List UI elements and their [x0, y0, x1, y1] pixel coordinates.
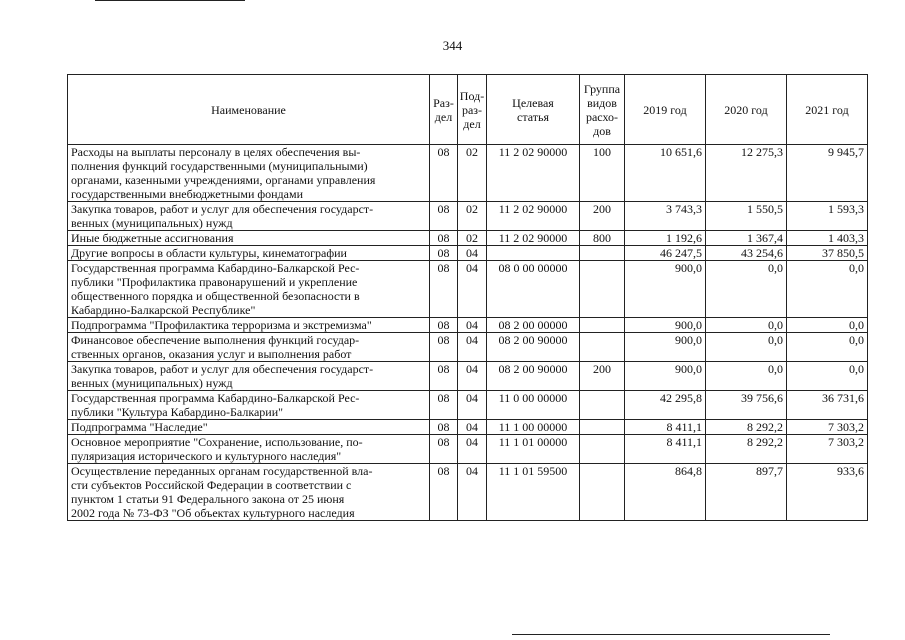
cell-name: Подпрограмма "Профилактика терроризма и экстремизма" — [68, 318, 430, 333]
cell-name: Подпрограмма "Наследие" — [68, 420, 430, 435]
cell-name: Государственная программа Кабардино-Балкарской Рес- публики "Профилактика правонарушений и укрепление общественного порядка и общественной безопасности в Кабардино-Балкарской Республике" — [68, 261, 430, 318]
header-2020: 2020 год — [706, 75, 787, 145]
cell-group — [580, 391, 625, 420]
cell-2019: 864,8 — [625, 464, 706, 521]
header-2019: 2019 год — [625, 75, 706, 145]
cell-2021: 933,6 — [787, 464, 868, 521]
cell-podrazdel: 04 — [458, 246, 487, 261]
cell-2019: 1 192,6 — [625, 231, 706, 246]
cell-2019: 8 411,1 — [625, 420, 706, 435]
cell-2021: 37 850,5 — [787, 246, 868, 261]
cell-group — [580, 435, 625, 464]
cell-podrazdel: 02 — [458, 202, 487, 231]
cell-target: 11 2 02 90000 — [487, 231, 580, 246]
table-row — [68, 362, 868, 391]
header-target: Целевая статья — [487, 75, 580, 145]
cell-razdel: 08 — [430, 261, 458, 318]
cell-2019: 900,0 — [625, 362, 706, 391]
cell-razdel: 08 — [430, 435, 458, 464]
cell-name: Государственная программа Кабардино-Балкарской Рес- публики "Культура Кабардино-Балкарии" — [68, 391, 430, 420]
cell-name: Финансовое обеспечение выполнения функций государ- ственных органов, оказания услуг и выполнения работ — [68, 333, 430, 362]
cell-podrazdel: 04 — [458, 464, 487, 521]
table-row — [68, 145, 868, 202]
cell-razdel: 08 — [430, 362, 458, 391]
cell-target: 08 2 00 00000 — [487, 318, 580, 333]
cell-2020: 0,0 — [706, 362, 787, 391]
table-body — [68, 145, 868, 521]
cell-target: 08 2 00 90000 — [487, 362, 580, 391]
header-2021: 2021 год — [787, 75, 868, 145]
cell-podrazdel: 04 — [458, 362, 487, 391]
cell-2020: 0,0 — [706, 261, 787, 318]
cell-group — [580, 261, 625, 318]
cell-2020: 43 254,6 — [706, 246, 787, 261]
table-row — [68, 391, 868, 420]
top-divider — [95, 0, 245, 1]
cell-name: Осуществление переданных органам государственной вла- сти субъектов Российской Федерации в соответствии с пунктом 1 статьи 91 Федерального закона от 25 июня 2002 года № 73-ФЗ "Об объектах культурного наследия — [68, 464, 430, 521]
cell-2020: 12 275,3 — [706, 145, 787, 202]
cell-2021: 0,0 — [787, 318, 868, 333]
cell-2021: 0,0 — [787, 362, 868, 391]
cell-2019: 46 247,5 — [625, 246, 706, 261]
cell-podrazdel: 04 — [458, 420, 487, 435]
cell-razdel: 08 — [430, 145, 458, 202]
cell-group — [580, 318, 625, 333]
cell-target: 08 2 00 90000 — [487, 333, 580, 362]
header-group: Группа видов расхо- дов — [580, 75, 625, 145]
budget-table — [67, 74, 868, 521]
cell-target — [487, 246, 580, 261]
table-row — [68, 246, 868, 261]
cell-name: Основное мероприятие "Сохранение, использование, по- пуляризация исторического и культурного наследия" — [68, 435, 430, 464]
cell-podrazdel: 04 — [458, 391, 487, 420]
header-name: Наименование — [68, 75, 430, 145]
table-row — [68, 420, 868, 435]
cell-group: 800 — [580, 231, 625, 246]
table-row — [68, 231, 868, 246]
cell-group: 100 — [580, 145, 625, 202]
page-number: 344 — [442, 38, 463, 53]
cell-2021: 1 403,3 — [787, 231, 868, 246]
cell-group — [580, 464, 625, 521]
cell-target: 11 2 02 90000 — [487, 145, 580, 202]
cell-2019: 3 743,3 — [625, 202, 706, 231]
table-row — [68, 435, 868, 464]
cell-2021: 0,0 — [787, 261, 868, 318]
cell-name: Иные бюджетные ассигнования — [68, 231, 430, 246]
cell-target: 11 1 01 59500 — [487, 464, 580, 521]
cell-podrazdel: 04 — [458, 333, 487, 362]
cell-group — [580, 333, 625, 362]
table-row — [68, 333, 868, 362]
cell-podrazdel: 02 — [458, 145, 487, 202]
cell-target: 11 2 02 90000 — [487, 202, 580, 231]
cell-2021: 1 593,3 — [787, 202, 868, 231]
table-row — [68, 202, 868, 231]
cell-razdel: 08 — [430, 318, 458, 333]
cell-2021: 0,0 — [787, 333, 868, 362]
table-row — [68, 318, 868, 333]
cell-2021: 9 945,7 — [787, 145, 868, 202]
cell-razdel: 08 — [430, 246, 458, 261]
cell-target: 11 1 00 00000 — [487, 420, 580, 435]
cell-podrazdel: 04 — [458, 318, 487, 333]
cell-razdel: 08 — [430, 464, 458, 521]
cell-razdel: 08 — [430, 231, 458, 246]
cell-2021: 7 303,2 — [787, 435, 868, 464]
cell-2019: 900,0 — [625, 261, 706, 318]
cell-name: Другие вопросы в области культуры, кинематографии — [68, 246, 430, 261]
cell-name: Закупка товаров, работ и услуг для обеспечения государст- венных (муниципальных) нужд — [68, 202, 430, 231]
table-row — [68, 464, 868, 521]
cell-2020: 0,0 — [706, 333, 787, 362]
cell-target: 08 0 00 00000 — [487, 261, 580, 318]
cell-2019: 42 295,8 — [625, 391, 706, 420]
cell-podrazdel: 02 — [458, 231, 487, 246]
cell-2019: 8 411,1 — [625, 435, 706, 464]
cell-2019: 900,0 — [625, 318, 706, 333]
cell-razdel: 08 — [430, 333, 458, 362]
cell-2020: 1 367,4 — [706, 231, 787, 246]
cell-2020: 1 550,5 — [706, 202, 787, 231]
cell-2019: 900,0 — [625, 333, 706, 362]
header-podrazdel: Под- раз- дел — [458, 75, 487, 145]
cell-2020: 8 292,2 — [706, 420, 787, 435]
cell-razdel: 08 — [430, 420, 458, 435]
cell-2021: 36 731,6 — [787, 391, 868, 420]
cell-razdel: 08 — [430, 202, 458, 231]
cell-target: 11 1 01 00000 — [487, 435, 580, 464]
cell-podrazdel: 04 — [458, 261, 487, 318]
cell-2020: 8 292,2 — [706, 435, 787, 464]
cell-razdel: 08 — [430, 391, 458, 420]
cell-group — [580, 246, 625, 261]
cell-2021: 7 303,2 — [787, 420, 868, 435]
cell-2020: 39 756,6 — [706, 391, 787, 420]
table-row — [68, 261, 868, 318]
cell-group: 200 — [580, 362, 625, 391]
header-razdel: Раз- дел — [430, 75, 458, 145]
cell-name: Расходы на выплаты персоналу в целях обеспечения вы- полнения функций государственными (муниципальными) органами, казенными учреждениями, органами управления государственными внебюджетными фондами — [68, 145, 430, 202]
cell-2020: 0,0 — [706, 318, 787, 333]
bottom-divider — [512, 634, 830, 635]
cell-2019: 10 651,6 — [625, 145, 706, 202]
cell-name: Закупка товаров, работ и услуг для обеспечения государст- венных (муниципальных) нужд — [68, 362, 430, 391]
table-header-row — [68, 75, 868, 145]
cell-group — [580, 420, 625, 435]
cell-group: 200 — [580, 202, 625, 231]
cell-target: 11 0 00 00000 — [487, 391, 580, 420]
cell-podrazdel: 04 — [458, 435, 487, 464]
cell-2020: 897,7 — [706, 464, 787, 521]
